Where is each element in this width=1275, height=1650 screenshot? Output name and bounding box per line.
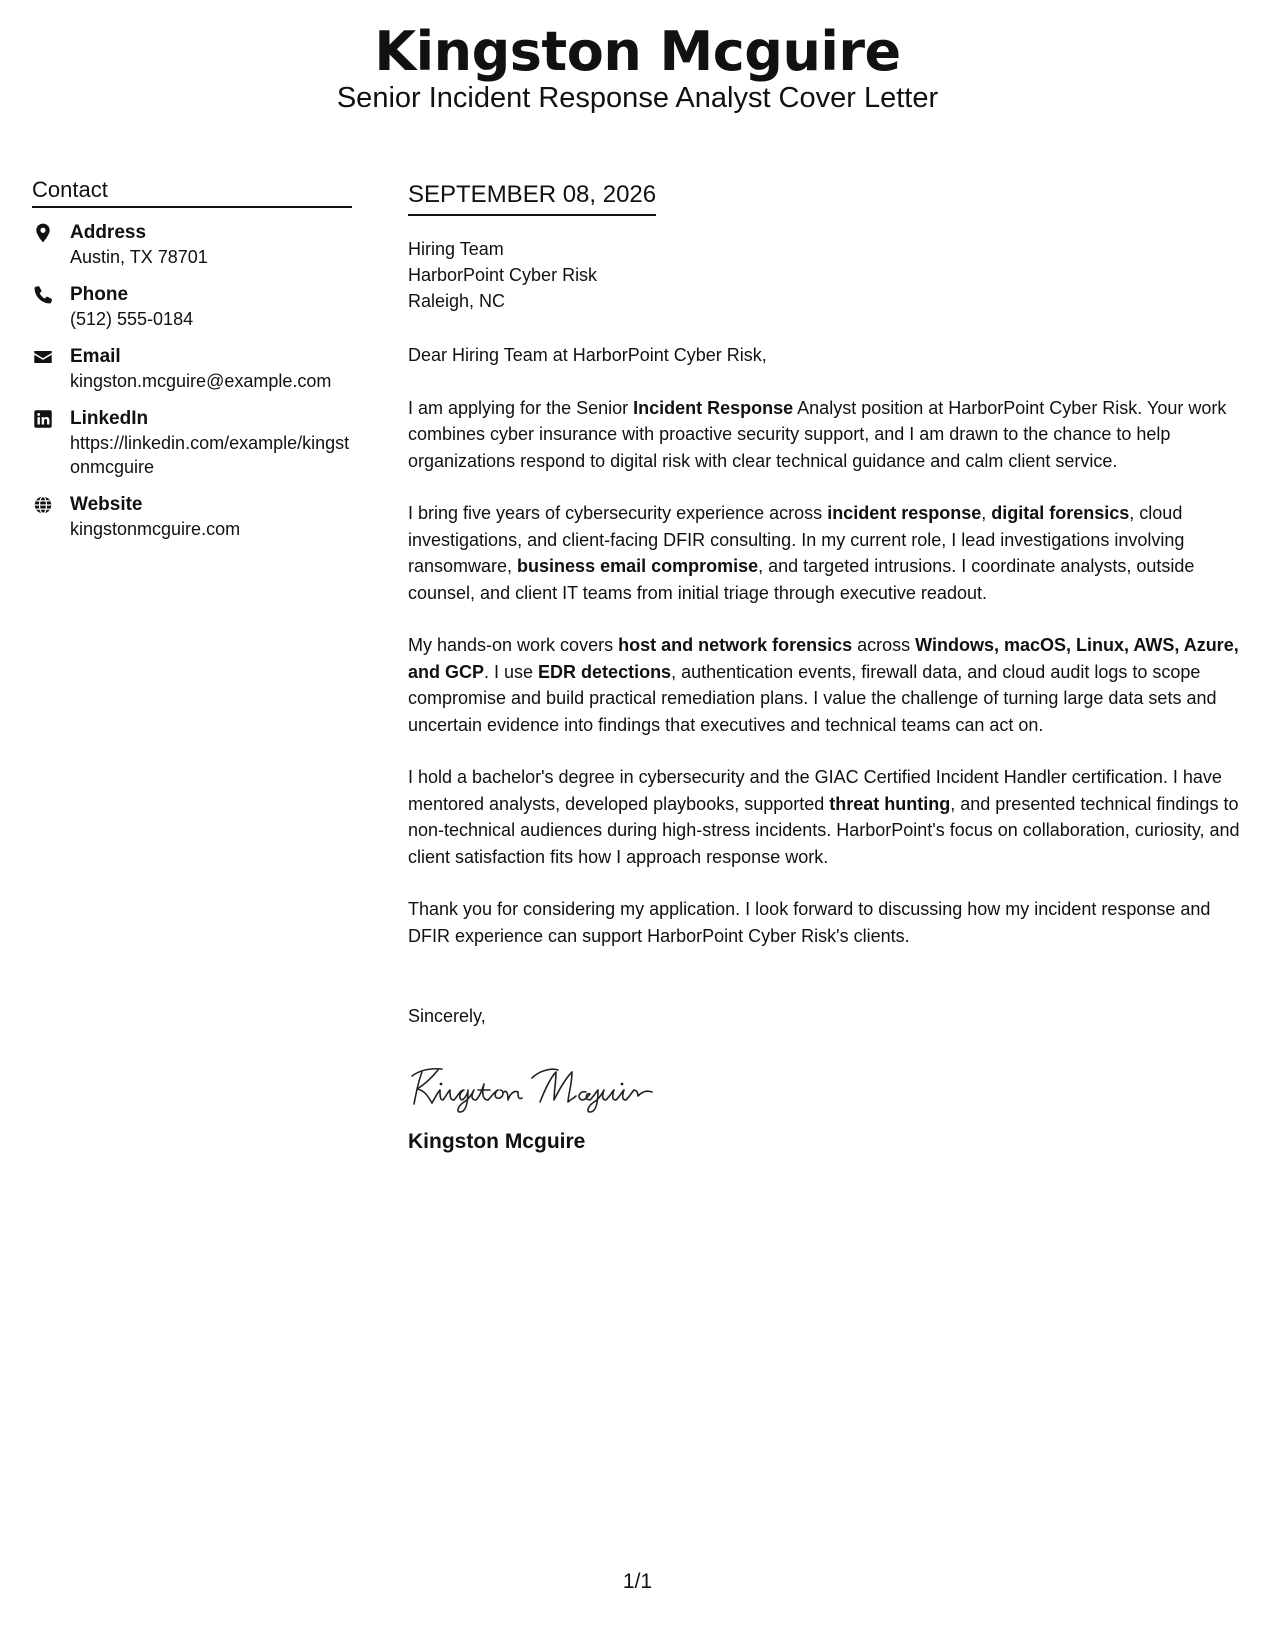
contact-website [32, 492, 352, 541]
contact-phone [32, 282, 352, 331]
signer-name: Kingston Mcguire [408, 1129, 586, 1153]
closing: Sincerely, [408, 1006, 486, 1026]
recipient-line: Hiring Team [408, 239, 504, 259]
paragraph-3: My hands-on work covers host and network forensics across Windows, macOS, Linux, AWS, Azure, and GCP. I use EDR detections, authentication events, firewall data, and cloud audit logs to scope compromise and build practical remediation plans. I value the challenge of turning large data sets and uncertain evidence into findings that executives and technical teams can act on. [408, 635, 1239, 735]
contact-heading: Contact [32, 176, 352, 208]
phone-value: (512) 555-0184 [70, 309, 194, 329]
keyword: host and network forensics [618, 635, 853, 655]
paragraph-5: Thank you for considering my application. I look forward to discussing how my incident response and DFIR experience can support HarborPoint Cyber Risk's clients. [408, 899, 1211, 946]
linkedin-value[interactable]: https://linkedin.com/example/kingstonmcguire [70, 433, 350, 477]
website-label: Website [70, 494, 143, 515]
address-value: Austin, TX 78701 [70, 247, 208, 267]
paragraph-2: I bring five years of cybersecurity experience across incident response, digital forensics, cloud investigations, and client-facing DFIR consulting. In my current role, I lead investigations involving ransomware, business email compromise, and targeted intrusions. I coordinate analysts, outside counsel, and client IT teams from initial triage through executive readout. [408, 503, 1195, 603]
contact-address [32, 220, 352, 269]
paragraph-4: I hold a bachelor's degree in cybersecurity and the GIAC Certified Incident Handler certification. I have mentored analysts, developed playbooks, supported threat hunting, and presented technical findings to non-technical audiences during high-stress incidents. HarborPoint's focus on collaboration, curiosity, and client satisfaction fits how I approach response work. [408, 767, 1240, 867]
phone-icon [32, 284, 54, 306]
linkedin-label: LinkedIn [70, 408, 149, 429]
letter-body [408, 178, 1243, 1156]
recipient-block [408, 236, 1243, 314]
phone-label: Phone [70, 284, 129, 305]
keyword: Incident Response [633, 397, 794, 418]
applicant-name: Kingston Mcguire [374, 20, 901, 83]
keyword: incident response [827, 503, 982, 523]
website-value[interactable]: kingstonmcguire.com [70, 519, 241, 539]
letter-header [0, 20, 1275, 116]
keyword: digital forensics [991, 503, 1130, 523]
keyword: EDR detections [538, 661, 672, 682]
page-number: 1/1 [622, 1570, 653, 1593]
keyword: business email compromise [517, 556, 759, 576]
handwritten-signature [408, 1056, 1243, 1116]
globe-icon [32, 494, 54, 516]
keyword: threat hunting [829, 793, 951, 814]
envelope-icon [32, 346, 54, 368]
recipient-location: Raleigh, NC [408, 291, 506, 311]
address-label: Address [70, 222, 147, 243]
recipient-company: HarborPoint Cyber Risk [408, 265, 598, 285]
email-label: Email [70, 346, 121, 367]
contact-email [32, 344, 352, 393]
contact-sidebar [32, 176, 352, 554]
paragraph-1: I am applying for the Senior Incident Response Analyst position at HarborPoint Cyber Risk. Your work combines cyber insurance with proactive security support, and I am drawn to the chance to help organizations respond to digital risk with clear technical guidance and calm client service. [408, 397, 1227, 471]
keyword: Windows, macOS, Linux, AWS, Azure, and GCP [408, 635, 1239, 682]
contact-linkedin [32, 406, 352, 479]
linkedin-icon [32, 408, 54, 430]
location-pin-icon [32, 222, 54, 244]
document-subtitle: Senior Incident Response Analyst Cover Letter [336, 82, 939, 114]
salutation: Dear Hiring Team at HarborPoint Cyber Risk, [408, 345, 767, 365]
email-value[interactable]: kingston.mcguire@example.com [70, 371, 332, 391]
letter-date: SEPTEMBER 08, 2026 [408, 178, 656, 216]
